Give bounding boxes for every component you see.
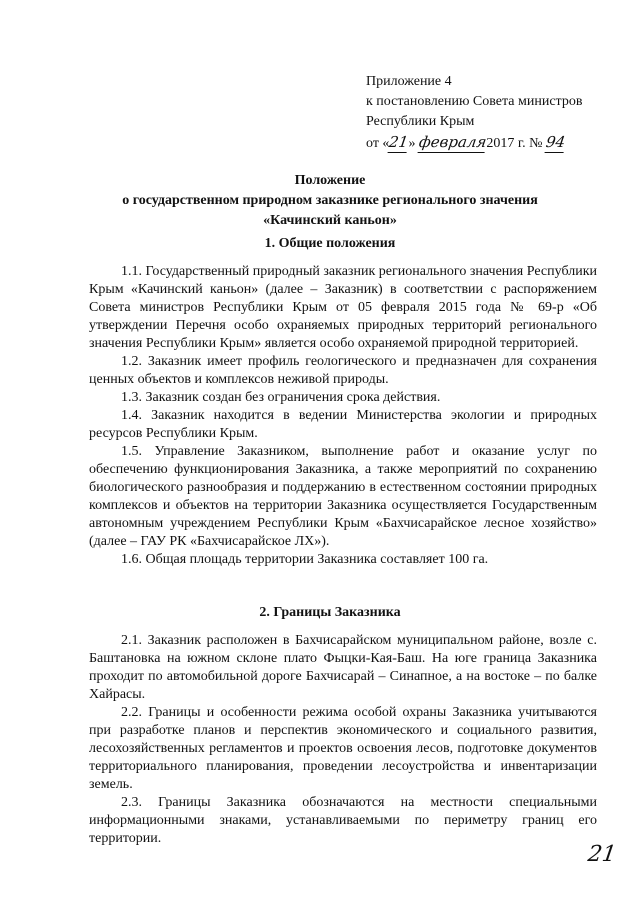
section-2-heading: 2. Границы Заказника — [259, 605, 401, 620]
handwritten-day: 21 — [388, 133, 410, 151]
paragraph-2-1: 2.1. Заказник расположен в Бахчисарайском муниципальном районе, возле с. Баштановка на южном склоне плато Фыцки-Кая-Баш. На юге граница Заказника проходит по автомобильной дороге Бахчисарай – Синапное, а на востоке – по балке Хайрасы. — [89, 633, 597, 702]
date-quote-close: » — [408, 136, 416, 151]
paragraph-1-2: 1.2. Заказник имеет профиль геологического и предназначен для сохранения ценных объектов и комплексов неживой природы. — [89, 354, 597, 387]
appendix-title: Приложение 4 — [366, 74, 452, 89]
section-2-body — [89, 632, 597, 848]
appendix-block — [366, 72, 616, 154]
paragraph-1-5: 1.5. Управление Заказником, выполнение работ и оказание услуг по обеспечению функционирования Заказника, а также мероприятий по сохранению биологического разнообразия и поддержанию в естественном состоянии природных комплексов и объектов на территории Заказника осуществляется Государственным автономным учреждением Республики Крым «Бахчисарайское лесное хозяйство» (далее – ГАУ РК «Бахчисарайское ЛХ»). — [89, 444, 597, 549]
paragraph-1-4: 1.4. Заказник находится в ведении Министерства экологии и природных ресурсов Республики Крым. — [89, 408, 597, 441]
handwritten-number: 94 — [544, 133, 567, 151]
paragraph-1-1: 1.1. Государственный природный заказник регионального значения Республики Крым «Качинский каньон» (далее – Заказник) в соответствии с распоряжением Совета министров Республики Крым от 05 февраля 2015 года № 69-р «Об утверждении Перечня особо охраняемых природных территорий регионального значения Республики Крым» является особо охраняемой природной территорией. — [89, 264, 597, 351]
document-title — [70, 171, 590, 231]
title-line-1: Положение — [294, 173, 366, 188]
handwritten-month: февраля — [417, 133, 488, 151]
section-1-heading: 1. Общие положения — [264, 236, 396, 251]
handwritten-page-number: 21 — [586, 842, 618, 867]
appendix-date-line — [366, 132, 616, 154]
title-line-2: о государственном природном заказнике регионального значения — [122, 193, 538, 208]
date-prefix: от « — [366, 136, 390, 151]
appendix-decree: к постановлению Совета министров — [366, 94, 583, 109]
paragraph-2-3: 2.3. Границы Заказника обозначаются на местности специальными информационными знаками, устанавливаемыми по периметру границ его территории. — [89, 795, 597, 846]
date-year: 2017 г. № — [486, 136, 543, 151]
paragraph-1-3: 1.3. Заказник создан без ограничения срока действия. — [121, 390, 441, 405]
appendix-republic: Республики Крым — [366, 114, 475, 129]
title-line-3: «Качинский каньон» — [263, 213, 397, 228]
paragraph-2-2: 2.2. Границы и особенности режима особой охраны Заказника учитываются при разработке планов и перспектив экономического и социального развития, лесохозяйственных регламентов и проектов освоения лесов, подготовке документов территориального планирования, проведении лесоустройства и инвентаризации земель. — [89, 705, 597, 792]
section-1-body — [89, 263, 597, 569]
paragraph-1-6: 1.6. Общая площадь территории Заказника составляет 100 га. — [121, 552, 489, 567]
